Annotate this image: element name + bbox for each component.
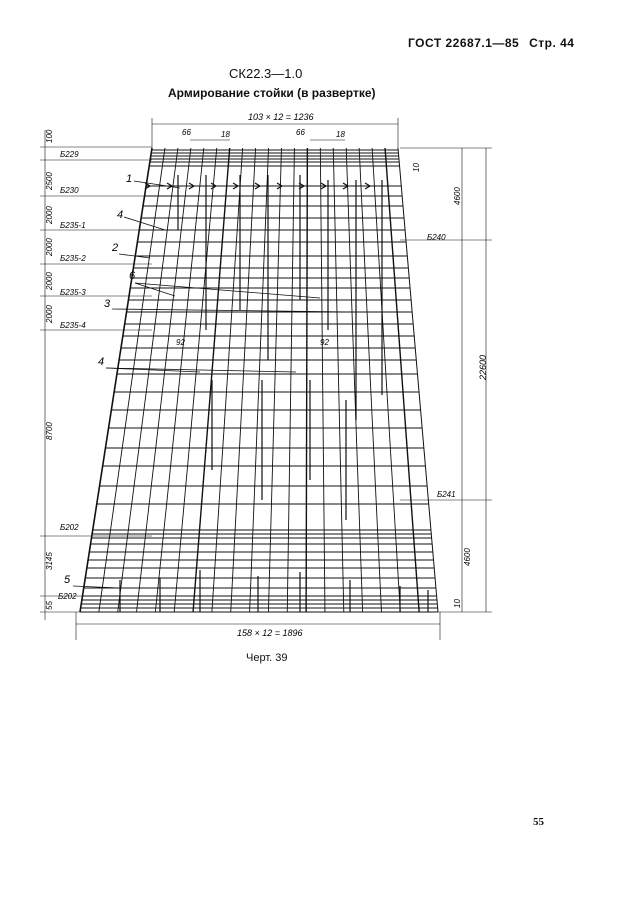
left-dim-3145: 3145 [45,552,54,570]
mark-b229: Б229 [60,150,79,159]
callout-4b: 4 [98,356,105,368]
dim-bottom: 158 × 12 = 1896 [237,628,303,638]
left-dim-2000b: 2000 [45,238,54,256]
right-dim-10-top: 10 [412,163,421,172]
page-number: 55 [533,816,544,828]
callout-3: 3 [104,298,111,310]
dim-18-left: 18 [221,130,230,139]
right-dim-10-bottom: 10 [453,599,462,608]
left-dim-2000d: 2000 [45,305,54,323]
mark-b241: Б241 [437,490,456,499]
left-dim-100: 100 [45,129,54,143]
drawing-code: СК22.3—1.0 [229,66,303,81]
callout-4a: 4 [117,209,124,221]
mark-b240: Б240 [427,233,446,242]
dim-92-left: 92 [176,338,185,347]
dim-92-right: 92 [320,338,329,347]
left-dim-8700: 8700 [45,422,54,440]
right-dim-total: 22600 [478,354,488,380]
leader-4a [124,217,165,230]
callout-2: 2 [112,242,119,254]
right-dim-4600-bottom: 4600 [463,548,472,566]
dim-66-right: 66 [296,128,305,137]
mark-b202-bottom: Б202 [58,592,77,601]
mark-b202-top: Б202 [60,523,79,532]
dim-top: 103 × 12 = 1236 [248,112,314,122]
dim-66-left: 66 [182,128,191,137]
left-dim-2500: 2500 [45,172,54,190]
leader-4c [106,368,296,372]
callout-1: 1 [126,173,133,185]
right-dim-4600-top: 4600 [453,187,462,205]
figure-caption: Черт. 39 [246,652,288,664]
mark-b235-1: Б235-1 [60,221,86,230]
left-dim-2000a: 2000 [45,206,54,224]
callout-6: 6 [129,270,136,282]
mark-b235-2: Б235-2 [60,254,86,263]
drawing-title: Армирование стойки (в развертке) [168,86,376,100]
vertical-bar [99,148,165,612]
left-dim-55: 55 [45,601,54,610]
mark-b230: Б230 [60,186,79,195]
dim-18-right: 18 [336,130,345,139]
page-label: Стр. 44 [529,36,575,50]
left-dim-2000c: 2000 [45,272,54,290]
mark-b235-3: Б235-3 [60,288,86,297]
standard-code: ГОСТ 22687.1—85 [408,36,520,50]
mark-b235-4: Б235-4 [60,321,86,330]
callout-5: 5 [64,574,71,586]
